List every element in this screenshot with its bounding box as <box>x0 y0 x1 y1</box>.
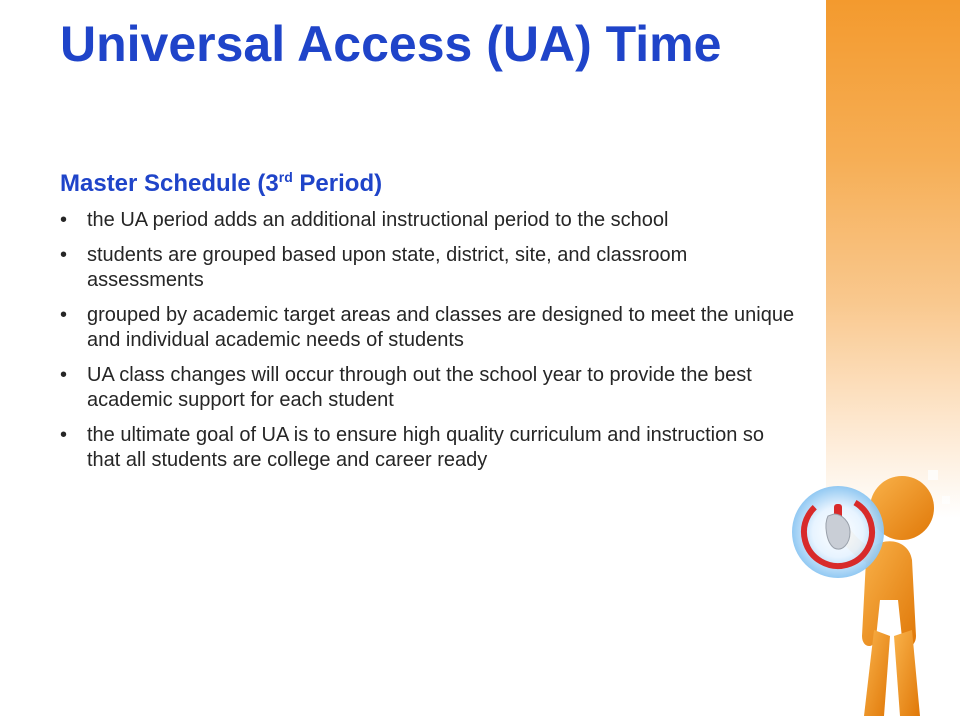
bullet-marker: • <box>60 209 68 231</box>
subtitle-text-start: Master Schedule (3 <box>60 170 279 197</box>
subtitle-text-end: Period) <box>292 170 383 197</box>
bullet-marker: • <box>60 304 68 326</box>
bullet-item <box>60 243 800 293</box>
bullet-marker: • <box>60 364 68 386</box>
orange-person-icon <box>770 440 960 720</box>
bullet-item <box>60 208 800 233</box>
bullet-text: UA class changes will occur through out the school year to provide the best academic support for each student <box>87 364 752 411</box>
bullet-text: students are grouped based upon state, district, site, and classroom assessments <box>87 244 688 291</box>
bullet-item <box>60 363 800 413</box>
bullet-text: grouped by academic target areas and classes are designed to meet the unique and individual academic needs of students <box>87 304 795 351</box>
bullet-item <box>60 303 800 353</box>
bullet-item <box>60 423 800 473</box>
bullet-marker: • <box>60 424 68 446</box>
slide-title: Universal Access (UA) Time <box>60 16 722 72</box>
bullet-marker: • <box>60 244 68 266</box>
bullet-text: the UA period adds an additional instructional period to the school <box>87 209 669 231</box>
subtitle-superscript: rd <box>278 169 293 185</box>
slide-subtitle <box>60 168 382 200</box>
bullet-list <box>60 208 800 483</box>
bullet-text: the ultimate goal of UA is to ensure high quality curriculum and instruction so that all students are college and career ready <box>87 424 765 471</box>
